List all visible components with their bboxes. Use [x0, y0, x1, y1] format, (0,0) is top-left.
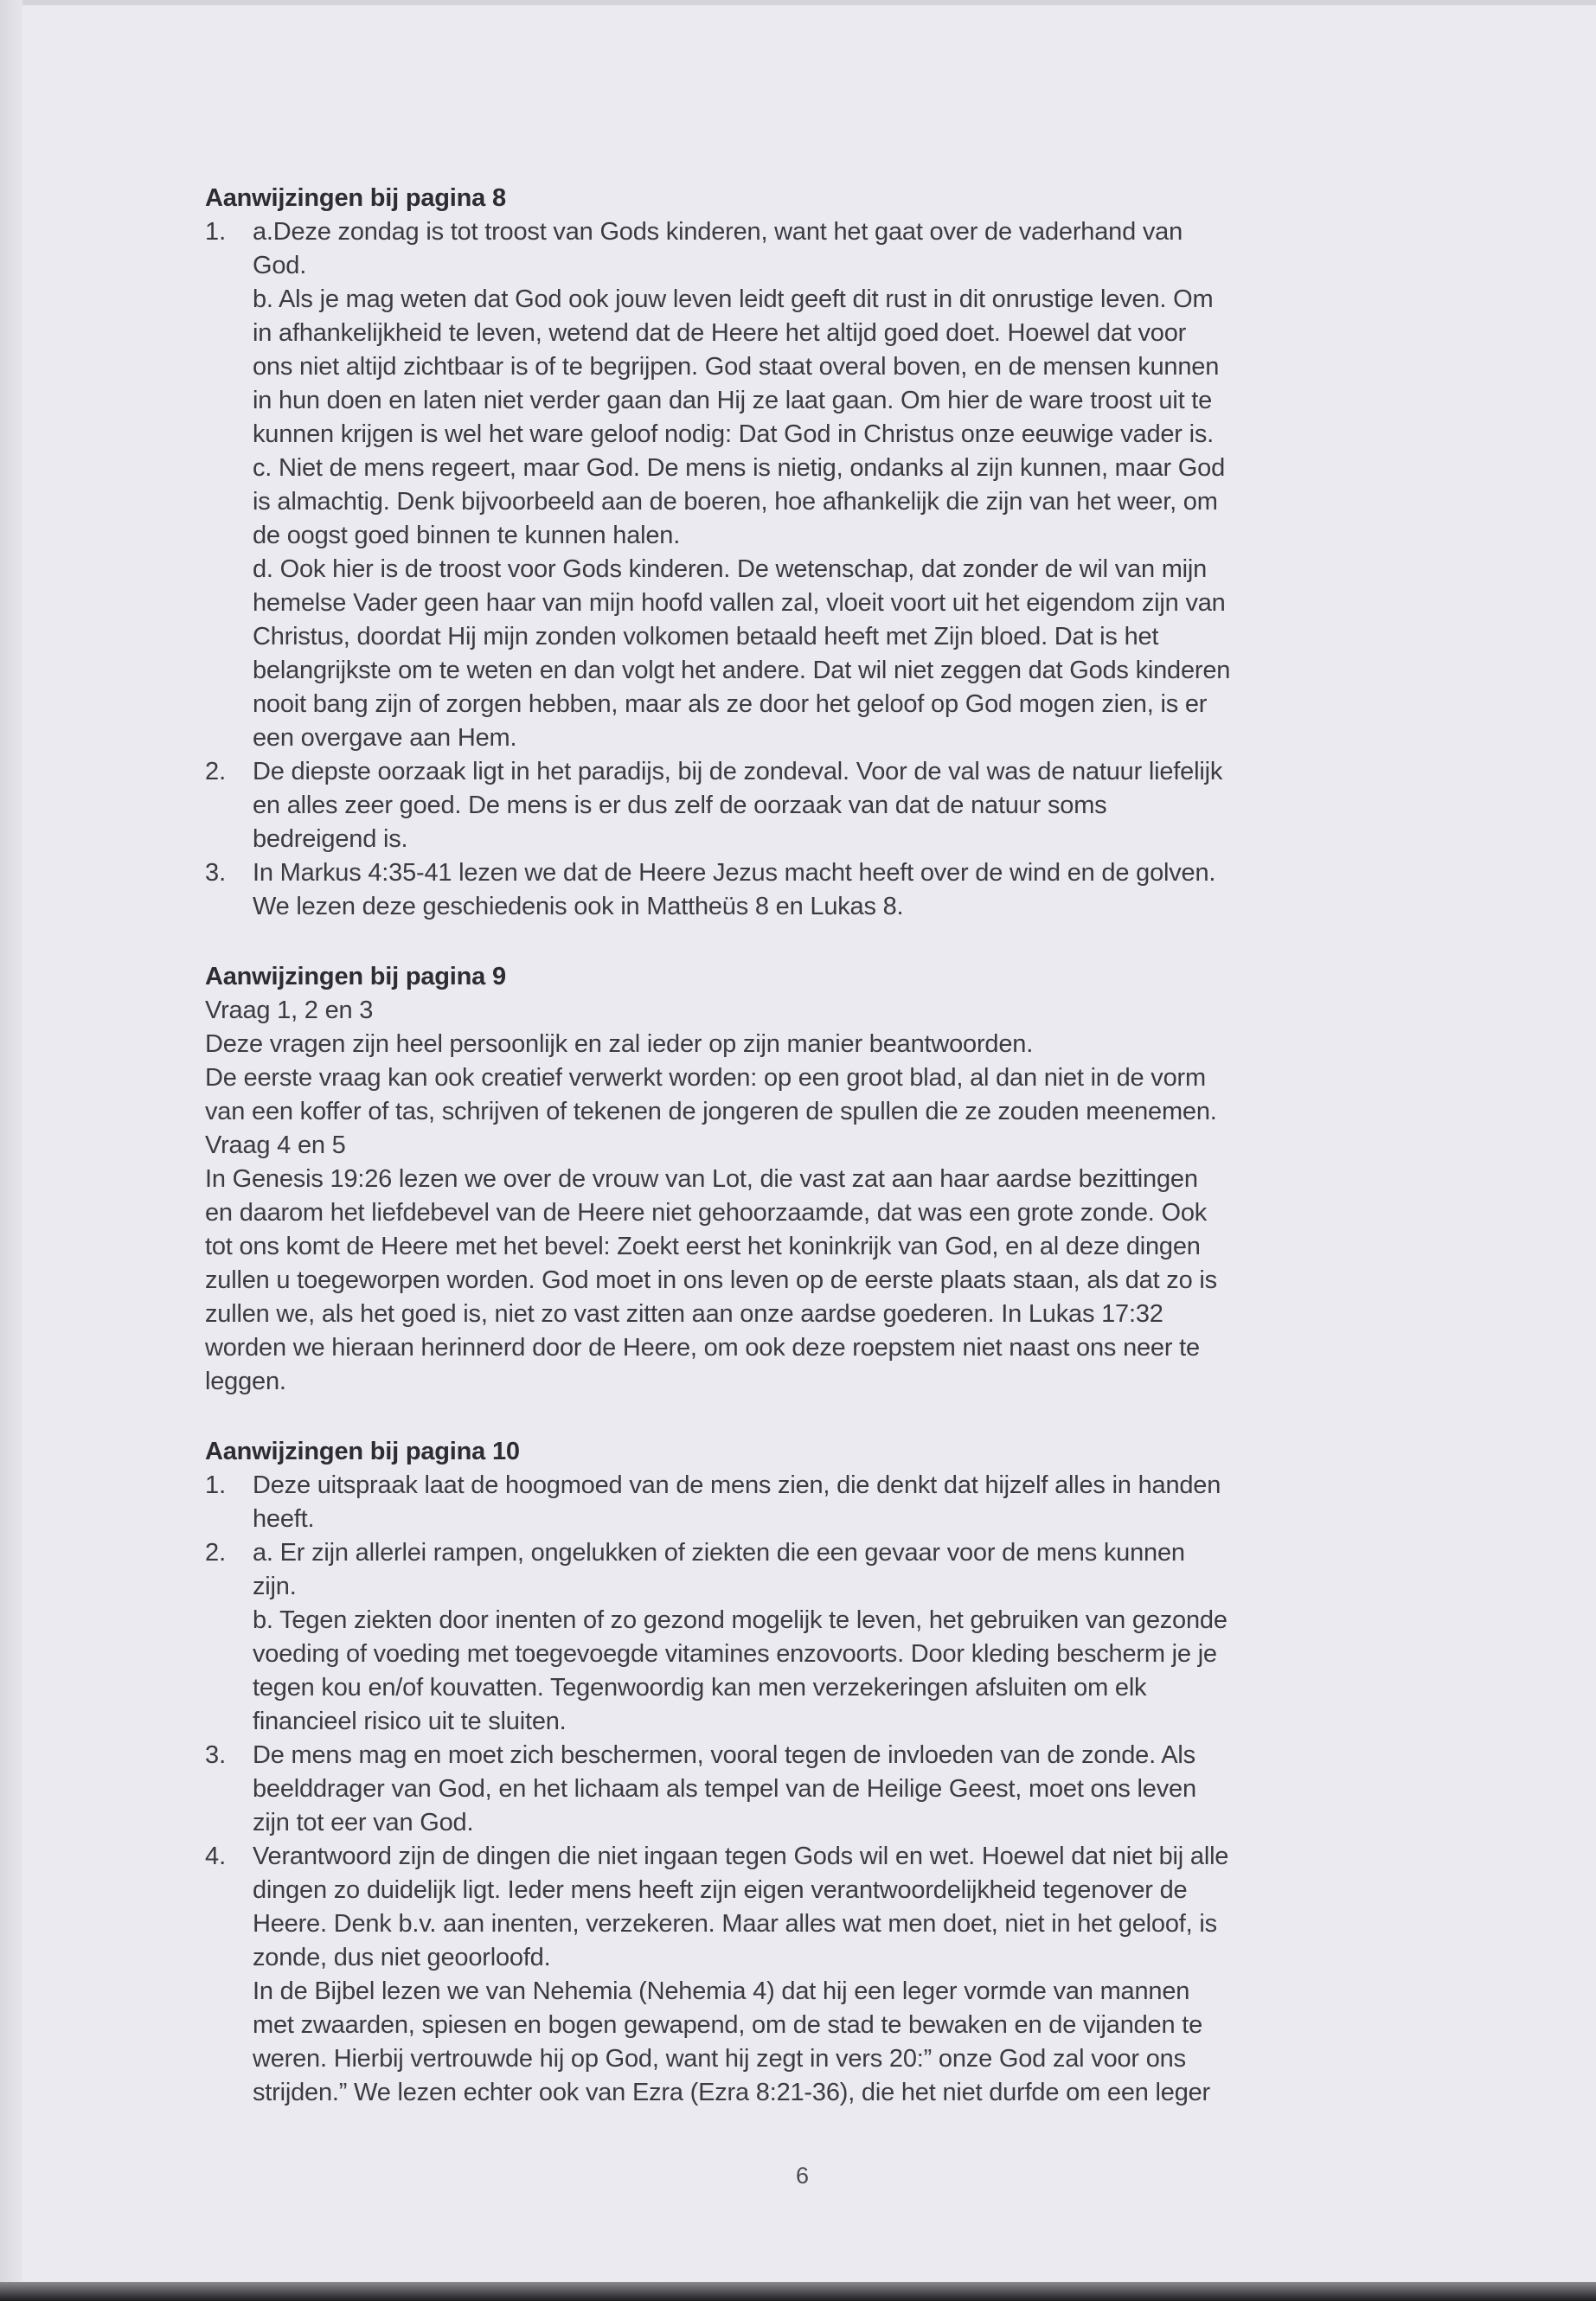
text-line: God.	[253, 252, 307, 279]
list-item	[205, 1739, 1433, 1840]
text-line: ons niet altijd zichtbaar is of te begrijpen. God staat overal boven, en de mensen kunnen	[253, 353, 1220, 381]
text-line: De mens mag en moet zich beschermen, vooral tegen de invloeden van de zonde. Als	[253, 1741, 1195, 1769]
text-line: zonde, dus niet geoorloofd.	[253, 1944, 551, 1971]
text-line: tot ons komt de Heere met het bevel: Zoekt eerst het koninkrijk van God, en al deze dingen	[205, 1233, 1201, 1260]
text-line: De diepste oorzaak ligt in het paradijs, bij de zondeval. Voor de val was de natuur liefelijk	[253, 758, 1223, 785]
list-item-number: 3.	[205, 859, 227, 887]
text-line: zijn.	[253, 1573, 297, 1600]
text-line: met zwaarden, spiesen en bogen gewapend, om de stad te bewaken en de vijanden te	[253, 2011, 1203, 2039]
text-line: en daarom het liefdebevel van de Heere niet gehoorzaamde, dat was een grote zonde. Ook	[205, 1199, 1208, 1227]
text-line: Vraag 1, 2 en 3	[205, 997, 374, 1024]
list-item	[205, 856, 1433, 924]
text-line: van een koffer of tas, schrijven of tekenen de jongeren de spullen die ze zouden meenemen.	[205, 1098, 1217, 1125]
list-item-number: 4.	[205, 1843, 227, 1870]
text-line: c. Niet de mens regeert, maar God. De mens is nietig, ondanks al zijn kunnen, maar God	[253, 454, 1226, 482]
text-line: in hun doen en laten niet verder gaan dan Hij ze laat gaan. Om hier de ware troost uit te	[253, 387, 1213, 414]
text-line: In Markus 4:35-41 lezen we dat de Heere Jezus macht heeft over de wind en de golven.	[253, 859, 1216, 887]
text-line: Deze uitspraak laat de hoogmoed van de mens zien, die denkt dat hijzelf alles in handen	[253, 1471, 1221, 1499]
text-line: voeding of voeding met toegevoegde vitamines enzovoorts. Door kleding bescherm je je	[253, 1640, 1217, 1668]
section-pagina-9	[205, 960, 1433, 1399]
text-line: in afhankelijkheid te leven, wetend dat de Heere het altijd goed doet. Hoewel dat voor	[253, 319, 1187, 347]
list-item	[205, 1469, 1433, 1536]
list-item	[205, 994, 1433, 1399]
text-line: kunnen krijgen is wel het ware geloof nodig: Dat God in Christus onze eeuwige vader is.	[253, 420, 1215, 448]
text-line: de oogst goed binnen te kunnen halen.	[253, 522, 681, 549]
text-line: a.Deze zondag is tot troost van Gods kinderen, want het gaat over de vaderhand van	[253, 218, 1183, 246]
text-line: b. Tegen ziekten door inenten of zo gezond mogelijk te leven, het gebruiken van gezonde	[253, 1606, 1227, 1634]
list-item-number: 1.	[205, 218, 227, 246]
text-line: tegen kou en/of kouvatten. Tegenwoordig kan men verzekeringen afsluiten om elk	[253, 1674, 1147, 1702]
text-line: een overgave aan Hem.	[253, 724, 517, 752]
scan-top-edge	[0, 0, 1596, 5]
text-line: In de Bijbel lezen we van Nehemia (Nehemia 4) dat hij een leger vormde van mannen	[253, 1977, 1190, 2005]
section-heading: Aanwijzingen bij pagina 8	[205, 184, 506, 212]
text-line: Verantwoord zijn de dingen die niet ingaan tegen Gods wil en wet. Hoewel dat niet bij alle	[253, 1843, 1229, 1870]
text-line: weren. Hierbij vertrouwde hij op God, want hij zegt in vers 20:” onze God zal voor ons	[253, 2045, 1186, 2073]
text-line: a. Er zijn allerlei rampen, ongelukken of ziekten die een gevaar voor de mens kunnen	[253, 1539, 1185, 1567]
text-line: Vraag 4 en 5	[205, 1131, 346, 1159]
list-item	[205, 1840, 1433, 2110]
text-line: zullen we, als het goed is, niet zo vast zitten aan onze aardse goederen. In Lukas 17:32	[205, 1300, 1163, 1328]
section-heading: Aanwijzingen bij pagina 9	[205, 963, 506, 990]
text-line: b. Als je mag weten dat God ook jouw leven leidt geeft dit rust in dit onrustige leven. Om	[253, 285, 1214, 313]
text-line: De eerste vraag kan ook creatief verwerkt worden: op een groot blad, al dan niet in de vorm	[205, 1064, 1206, 1092]
text-line: bedreigend is.	[253, 825, 408, 853]
text-line: We lezen deze geschiedenis ook in Mattheüs 8 en Lukas 8.	[253, 893, 904, 920]
text-line: Heere. Denk b.v. aan inenten, verzekeren. Maar alles wat men doet, niet in het geloof, is	[253, 1910, 1217, 1938]
section-heading: Aanwijzingen bij pagina 10	[205, 1438, 520, 1465]
text-line: belangrijkste om te weten en dan volgt het andere. Dat wil niet zeggen dat Gods kinderen	[253, 657, 1231, 684]
text-line: In Genesis 19:26 lezen we over de vrouw van Lot, die vast zat aan haar aardse bezittingen	[205, 1165, 1198, 1193]
list-item	[205, 755, 1433, 856]
text-line: strijden.” We lezen echter ook van Ezra (Ezra 8:21-36), die het niet durfde om een leger	[253, 2079, 1211, 2106]
text-line: worden we hieraan herinnerd door de Heere, om ook deze roepstem niet naast ons neer te	[205, 1334, 1200, 1362]
text-line: dingen zo duidelijk ligt. Ieder mens heeft zijn eigen verantwoordelijkheid tegenover de	[253, 1876, 1188, 1904]
scan-left-edge	[0, 0, 22, 2301]
section-pagina-10	[205, 1435, 1433, 2110]
text-line: Christus, doordat Hij mijn zonden volkomen betaald heeft met Zijn bloed. Dat is het	[253, 623, 1159, 651]
section-pagina-8	[205, 182, 1433, 924]
list-item-number: 1.	[205, 1471, 227, 1499]
list-item-number: 2.	[205, 1539, 227, 1567]
text-line: beelddrager van God, en het lichaam als tempel van de Heilige Geest, moet ons leven	[253, 1775, 1196, 1803]
text-line: is almachtig. Denk bijvoorbeeld aan de boeren, hoe afhankelijk die zijn van het weer, om	[253, 488, 1218, 516]
text-line: d. Ook hier is de troost voor Gods kinderen. De wetenschap, dat zonder de wil van mijn	[253, 555, 1208, 583]
text-line: hemelse Vader geen haar van mijn hoofd vallen zal, vloeit voort uit het eigendom zijn van	[253, 589, 1226, 617]
text-line: zijn tot eer van God.	[253, 1809, 474, 1836]
text-line: en alles zeer goed. De mens is er dus zelf de oorzaak van dat de natuur soms	[253, 792, 1107, 819]
scan-bottom-edge	[0, 2282, 1596, 2301]
text-line: leggen.	[205, 1368, 286, 1395]
text-line: nooit bang zijn of zorgen hebben, maar als ze door het geloof op God mogen zien, is er	[253, 690, 1208, 718]
text-line: heeft.	[253, 1505, 315, 1533]
text-line: financieel risico uit te sluiten.	[253, 1708, 567, 1735]
list-item	[205, 215, 1433, 755]
list-item-number: 3.	[205, 1741, 227, 1769]
list-item-number: 2.	[205, 758, 227, 785]
list-item	[205, 1536, 1433, 1739]
text-line: zullen u toegeworpen worden. God moet in ons leven op de eerste plaats staan, als dat zo is	[205, 1266, 1217, 1294]
page-number: 6	[796, 2163, 810, 2189]
text-line: Deze vragen zijn heel persoonlijk en zal ieder op zijn manier beantwoorden.	[205, 1030, 1034, 1058]
